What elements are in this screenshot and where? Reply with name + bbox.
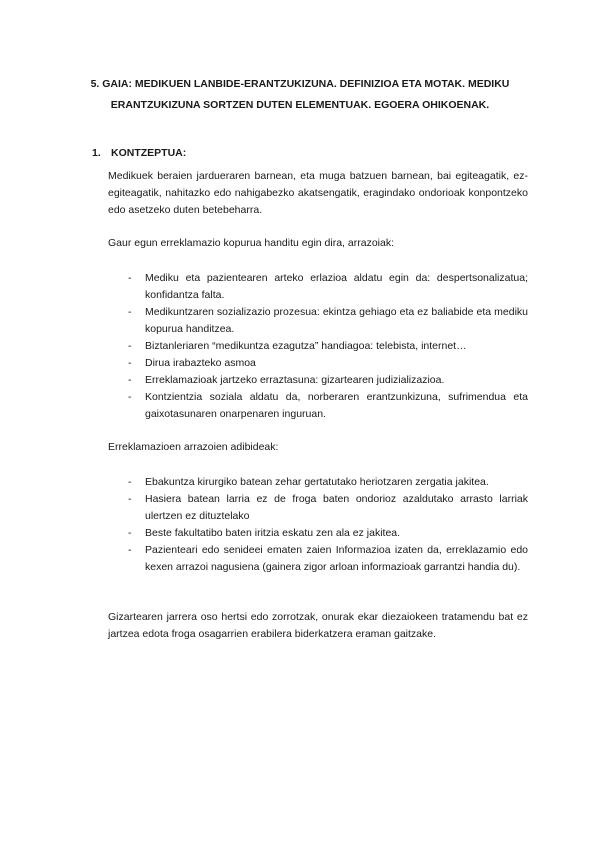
definition-paragraph: Medikuek beraien jardueraren barnean, eta muga batzuen barnean, bai egiteagatik, ez-egiteagatik, nahitazko edo nahigabezko akatsengatik, eragindako ondorioak konpontzeko edo asetzeko duten betebeharra.	[108, 170, 528, 216]
list-item: - Erreklamazioak jartzeko erraztasuna: gizartearen judizializazioa.	[108, 372, 528, 389]
examples-intro-paragraph: Erreklamazioen arrazoien adibideak:	[108, 441, 279, 453]
section-heading	[92, 147, 186, 159]
document-title: 5. GAIA: MEDIKUEN LANBIDE-ERANTZUKIZUNA. DEFINIZIOA ETA MOTAK. MEDIKU ERANTZUKIZUNA SORTZEN DUTEN ELEMENTUAK. EGOERA OHIKOENAK.	[90, 78, 510, 111]
closing-paragraph: Gizartearen jarrera oso hertsi edo zorrotzak, onurak ekar diezaiokeen tratamendu bat ez jartzea edota froga osagarrien erabilera biderkatzera eraman gaitzake.	[108, 611, 528, 640]
list-item: - Medikuntzaren sozializazio prozesua: ekintza gehiago eta ez baliabide eta mediku kopurua handitzea.	[108, 304, 528, 338]
list-item: - Pazienteari edo senideei ematen zaien Informazioa izaten da, erreklazamio edo kexen arrazoi nagusiena (gainera zigor arloan informazioak garrantzi handia du).	[108, 542, 528, 576]
list-item: - Biztanleriaren “medikuntza ezagutza” handiagoa: telebista, internet…	[108, 338, 528, 355]
list-item: - Ebakuntza kirurgiko batean zehar gertatutako heriotzaren zergatia jakitea.	[108, 474, 528, 491]
list-item: - Kontzientzia soziala aldatu da, norberaren erantzunkizuna, sufrimendua eta gaixotasunaren onarpenaren inguruan.	[108, 389, 528, 423]
examples-list	[108, 474, 528, 576]
section-title: KONTZEPTUA:	[111, 147, 187, 159]
list-item: - Hasiera batean larria ez de froga baten ondorioz azaldutako arrasto larriak ulertzen ez dituztelako	[108, 491, 528, 525]
list-item: - Dirua irabazteko asmoa	[108, 355, 528, 372]
section-number: 1.	[92, 147, 101, 159]
list-item: - Beste fakultatibo baten iritzia eskatu zen ala ez jakitea.	[108, 525, 528, 542]
claims-intro-paragraph: Gaur egun erreklamazio kopurua handitu egin dira, arrazoiak:	[108, 237, 394, 249]
reasons-list	[108, 270, 528, 423]
list-item: - Mediku eta pazientearen arteko erlazioa aldatu egin da: despertsonalizatua; konfidantza falta.	[108, 270, 528, 304]
